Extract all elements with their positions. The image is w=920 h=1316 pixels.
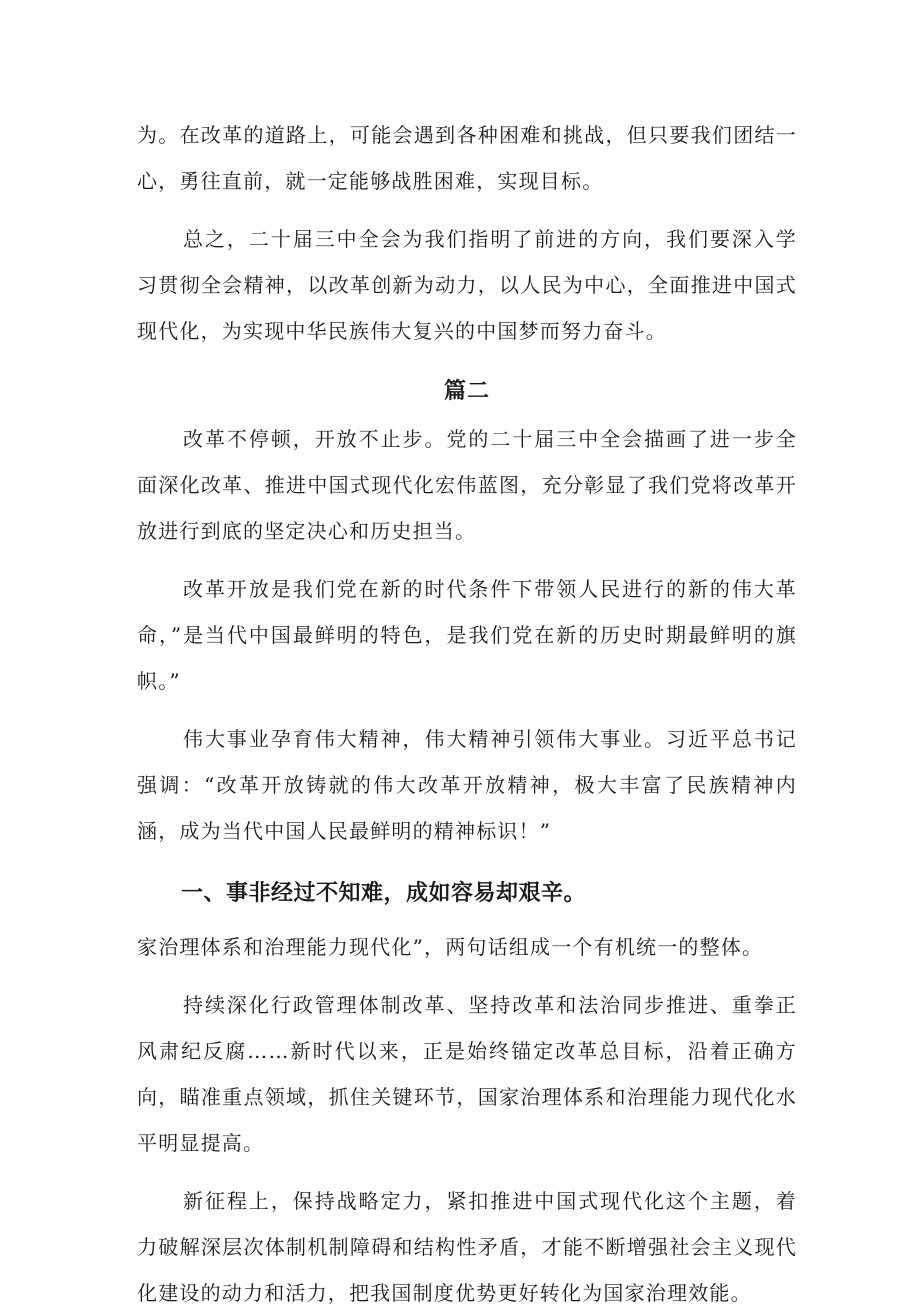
paragraph-administrative-reform: 持续深化行政管理体制改革、坚持改革和法治同步推进、重拳正风肃纪反腐……新时代以来，正是始终锚定改革总目标，沿着正确方向，瞄准重点领域，抓住关键环节，国家治理体系和治理能力现代化水平明显提高。 bbox=[137, 993, 797, 1155]
paragraph-governance-continuation: 家治理体系和治理能力现代化”，两句话组成一个有机统一的整体。 bbox=[137, 935, 764, 959]
paragraph-reform-opening: 改革开放是我们党在新的时代条件下带领人民进行的新的伟大革命，”是当代中国最鲜明的特色，是我们党在新的历史时期最鲜明的旗帜。” bbox=[137, 577, 797, 693]
paragraph-great-spirit: 伟大事业孕育伟大精神，伟大精神引领伟大事业。习近平总书记强调：“改革开放铸就的伟大改革开放精神，极大丰富了民族精神内涵，成为当代中国人民最鲜明的精神标识！” bbox=[137, 727, 797, 843]
heading-one: 一、事非经过不知难，成如容易却艰辛。 bbox=[181, 881, 587, 906]
paragraph-summary: 总之，二十届三中全会为我们指明了前进的方向，我们要深入学习贯彻全会精神，以改革创新为动力，以人民为中心，全面推进中国式现代化，为实现中华民族伟大复兴的中国梦而努力奋斗。 bbox=[137, 227, 797, 343]
paragraph-reform-no-pause: 改革不停顿，开放不止步。党的二十届三中全会描画了进一步全面深化改革、推进中国式现代化宏伟蓝图，充分彰显了我们党将改革开放进行到底的坚定决心和历史担当。 bbox=[137, 427, 797, 543]
document-body bbox=[137, 112, 797, 1316]
paragraph-continuation: 为。在改革的道路上，可能会遇到各种困难和挑战，但只要我们团结一心，勇往直前，就一定能够战胜困难，实现目标。 bbox=[137, 123, 797, 193]
paragraph-new-journey: 新征程上，保持战略定力，紧扣推进中国式现代化这个主题，着力破解深层次体制机制障碍和结构性矛盾，才能不断增强社会主义现代化建设的动力和活力，把我国制度优势更好转化为国家治理效能。 bbox=[137, 1189, 797, 1305]
section-title: 篇二 bbox=[443, 379, 490, 404]
